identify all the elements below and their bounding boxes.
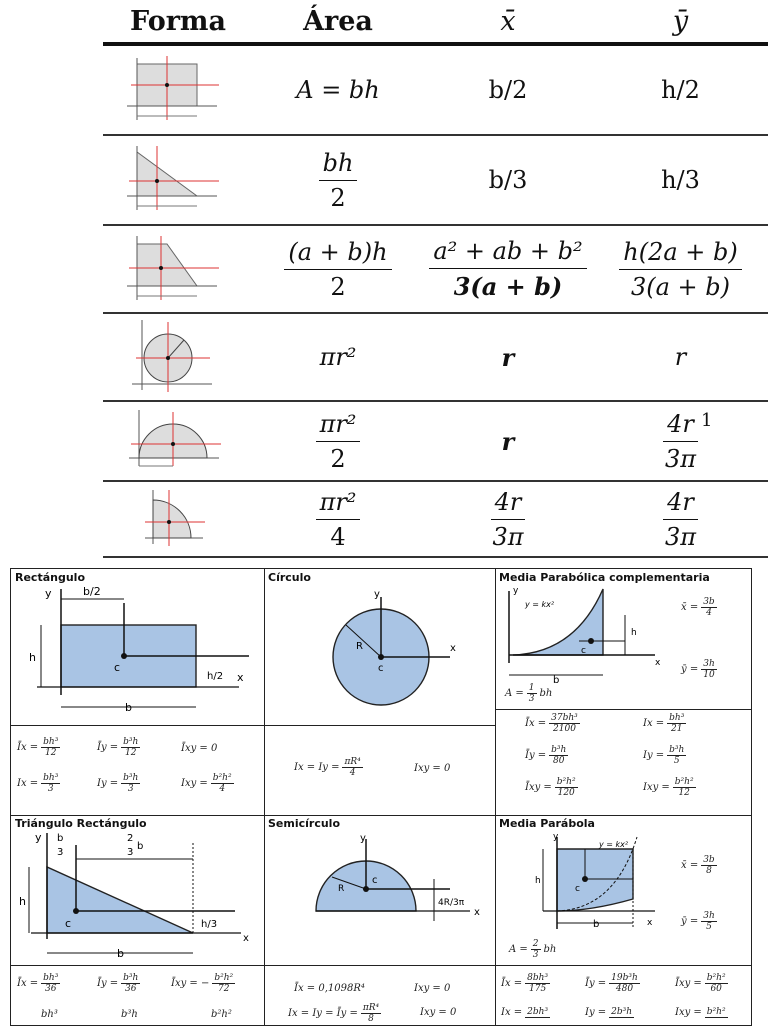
xbar-numerator: 3b (703, 597, 715, 607)
xbar-cell: b/2 (488, 76, 528, 104)
xbar-cell (423, 482, 593, 556)
iy-formula: b³h (121, 1009, 138, 1020)
header-ybar: ȳ (672, 6, 689, 37)
area-numerator: (a + b)h (284, 238, 391, 270)
quarter-circle-shape-icon (141, 486, 211, 550)
x-axis-label: x (450, 643, 456, 654)
height-label: h (631, 628, 637, 638)
rectangle-diagram (11, 583, 264, 723)
iy-bar-formula: Īy = $\frac{\text{b³h}}{80}$ (525, 745, 567, 766)
area-numerator: πr² (316, 488, 361, 520)
area-numerator: 1 (528, 683, 535, 693)
rectangle-shape-icon (123, 54, 223, 126)
triangle-diagram (11, 829, 264, 965)
width-label: b (553, 675, 560, 686)
centroid-table (103, 0, 768, 558)
area-formula: A = $\frac{2}{3}$ bh (509, 939, 557, 960)
ybar-cell: h/2 (661, 76, 700, 104)
centroid-label: c (575, 884, 580, 894)
iy-bar-formula: Īy = $\frac{\text{19b³h}}{480}$ (585, 973, 638, 994)
ixy-bar-formula: Īxy = 0 (181, 743, 218, 754)
area-cell (253, 136, 423, 224)
radius-label: R (338, 884, 345, 894)
xbar-denominator: 3π (492, 522, 524, 551)
ybar-numerator: h(2a + b) (619, 238, 742, 270)
area-denominator: 2 (330, 444, 346, 473)
ybar-numerator: 3h (703, 659, 715, 669)
xbar-numerator: 4r (491, 488, 526, 520)
ix-bar-formula: Īx = $\frac{\text{37bh³}}{2100}$ (525, 713, 578, 734)
ixy-bar-formula: Īxy = − $\frac{\text{b²h²}}{72}$ (171, 973, 234, 994)
ix-formula: bh³ (41, 1009, 58, 1020)
height-label: h (535, 876, 541, 886)
width-label: b (117, 947, 124, 960)
ixy-formula: Ixy = 0 (420, 1007, 457, 1018)
semicircle-panel (264, 815, 496, 966)
header-xbar: x̄ (500, 6, 516, 37)
panel-title: Rectángulo (15, 571, 85, 584)
centroid-label: c (372, 875, 378, 886)
iy-bar-formula: Īy = $\frac{\text{b³h}}{36}$ (97, 973, 139, 994)
parabola-complement-formulas (495, 709, 751, 816)
inertia-table (10, 568, 752, 1026)
circle-shape-icon (128, 318, 218, 396)
iy-formula: Iy = 2b³h (585, 1007, 633, 1018)
ix-formula: Ix = 2bh³ (501, 1007, 549, 1018)
xbar-denominator: 3(a + b) (453, 272, 563, 301)
area-denominator: 3 (528, 694, 535, 704)
ybar-numerator: 4r (663, 410, 698, 442)
ybar-denominator: 10 (703, 670, 715, 680)
header-area: Área (303, 6, 373, 37)
centroid-label: c (65, 917, 72, 930)
ixy-bar-formula: Īxy = $\frac{\text{b²h²}}{60}$ (675, 973, 726, 994)
ix-bar-formula: Īx = 0,1098R⁴ (294, 983, 365, 994)
ixy-formula: Ixy = $\frac{\text{b²h²}}{4}$ (181, 773, 232, 794)
xbar-numerator: a² + ab + b² (429, 237, 586, 269)
width-label: b (593, 919, 600, 930)
ix-formula: Ix = $\frac{\text{bh³}}{21}$ (643, 713, 685, 734)
curve-label: y = kx² (599, 840, 629, 849)
centroid-label: c (378, 663, 384, 674)
xbar-prefix: x̄ = (681, 602, 699, 613)
centroid-x-formula: x̄ = $\frac{3b}{8}$ (681, 855, 715, 876)
panel-title: Media Parábola (499, 817, 595, 830)
panel-title: Triángulo Rectángulo (15, 817, 147, 830)
x-axis-label: x (655, 658, 661, 668)
ix-bar-formula: Īx = $\frac{\text{bh³}}{36}$ (17, 973, 59, 994)
y-axis-label: y (35, 831, 42, 844)
y-axis-label: y (45, 587, 52, 600)
triangle-formulas (11, 965, 265, 1025)
x-axis-label: x (474, 907, 480, 918)
ybar-cell (593, 226, 768, 312)
third-width-denominator: 3 (57, 847, 64, 858)
centroid-x-formula (681, 597, 717, 618)
area-cell (253, 226, 423, 312)
trapezoid-shape-icon (123, 234, 223, 306)
centroid-y-formula (681, 659, 717, 680)
third-height-label: h/3 (201, 919, 218, 930)
panel-title: Media Parabólica complementaria (499, 571, 710, 584)
area-cell (253, 482, 423, 556)
semicircle-shape-icon (125, 408, 225, 472)
area-numerator: πr² (316, 410, 361, 442)
ix-formula: Ix = $\frac{\text{bh³}}{3}$ (17, 773, 59, 794)
area-numerator: bh (319, 149, 358, 181)
parabola-complement-panel (495, 569, 751, 710)
triangle-panel (11, 815, 265, 966)
xbar-cell: r (501, 342, 515, 372)
ybar-cell (593, 482, 768, 556)
ixy-bar-formula: Ixy = 0 (414, 983, 451, 994)
ybar-prefix: ȳ = (681, 664, 699, 675)
xbar-denominator: 4 (706, 608, 712, 618)
semicircle-formulas (264, 965, 496, 1025)
height-label: h (19, 895, 26, 908)
table-row (103, 482, 768, 556)
two-thirds-numerator: 2 (127, 833, 134, 844)
centroid-label: c (114, 661, 121, 674)
area-cell: πr² (319, 343, 357, 371)
circle-formulas (264, 725, 496, 816)
rectangle-formulas (11, 725, 265, 816)
parabola-formulas (495, 965, 751, 1025)
table-row (103, 402, 768, 480)
y-axis-label: y (513, 586, 519, 596)
ybar-denominator: 3(a + b) (630, 272, 731, 301)
y-axis-label: y (360, 833, 366, 844)
area-cell (253, 402, 423, 480)
ybar-denominator: 3π (664, 444, 697, 473)
two-thirds-suffix: b (137, 841, 144, 852)
height-label: h (29, 651, 36, 664)
ybar-cell (593, 402, 768, 480)
table-row (103, 226, 768, 312)
table-row (103, 136, 768, 224)
area-denominator: 4 (330, 522, 346, 551)
iy-bar-formula: Īy = $\frac{\text{b³h}}{12}$ (97, 737, 139, 758)
iy-formula: Iy = $\frac{\text{b³h}}{5}$ (643, 745, 685, 766)
centroid-distance-label: 4R/3π (438, 898, 465, 908)
ixy-formula: Ixy = 0 (414, 763, 451, 774)
ix-iy-formula: Ix = Iy = Īy = $\frac{\text{πR⁴}}{8}$ (288, 1003, 380, 1024)
table-bottom-rule (103, 556, 768, 558)
xbar-cell (423, 226, 593, 312)
ixy-formula: Ixy = b²h² (675, 1007, 726, 1018)
ixy-bar-formula: Īxy = $\frac{\text{b²h²}}{120}$ (525, 777, 576, 798)
area-suffix: bh (539, 688, 553, 699)
area-formula (505, 683, 552, 704)
table-row (103, 46, 768, 134)
circle-diagram (264, 583, 495, 723)
table-row (103, 314, 768, 400)
x-axis-label: x (237, 671, 244, 684)
two-thirds-denominator: 3 (127, 847, 134, 858)
triangle-shape-icon (123, 144, 223, 216)
curve-label: y = kx² (525, 600, 555, 609)
half-height-label: h/2 (207, 671, 224, 682)
panel-title: Círculo (268, 571, 311, 584)
y-axis-label: y (553, 832, 559, 842)
ybar-denominator: 3π (664, 522, 697, 551)
area-denominator: 2 (330, 272, 346, 301)
area-prefix: A = (505, 688, 524, 699)
semicircle-diagram (264, 829, 495, 965)
ybar-cell: h/3 (661, 166, 700, 194)
ixy-formula: Ixy = $\frac{\text{b²h²}}{12}$ (643, 777, 694, 798)
ybar-numerator: 4r (663, 488, 698, 520)
x-axis-label: x (647, 918, 653, 928)
ixy-formula: b²h² (211, 1009, 232, 1020)
parabola-panel (495, 815, 751, 966)
area-cell: A = bh (296, 76, 380, 104)
iy-formula: Iy = $\frac{\text{b³h}}{3}$ (97, 773, 139, 794)
y-axis-label: y (374, 589, 380, 600)
centroid-label: c (581, 646, 586, 656)
xbar-cell: b/3 (488, 166, 528, 194)
header-shape: Forma (130, 6, 226, 37)
circle-panel (264, 569, 496, 726)
area-denominator: 2 (330, 183, 346, 212)
ix-bar-formula: Īx = $\frac{\text{bh³}}{12}$ (17, 737, 59, 758)
ix-iy-formula: Ix = Iy = $\frac{\text{πR⁴}}{4}$ (294, 757, 361, 778)
radius-label: R (356, 641, 363, 652)
rectangle-panel (11, 569, 265, 726)
ybar-cell: r (674, 343, 687, 371)
footnote-marker: 1 (701, 410, 713, 431)
xbar-cell: r (501, 426, 515, 456)
third-width-numerator: b (57, 833, 64, 844)
half-width-label: b/2 (83, 585, 101, 598)
ix-bar-formula: Īx = $\frac{\text{8bh³}}{175}$ (501, 973, 549, 994)
width-label: b (125, 701, 132, 714)
panel-title: Semicírculo (268, 817, 341, 830)
centroid-y-formula: ȳ = $\frac{3h}{5}$ (681, 911, 715, 932)
x-axis-label: x (243, 933, 249, 944)
